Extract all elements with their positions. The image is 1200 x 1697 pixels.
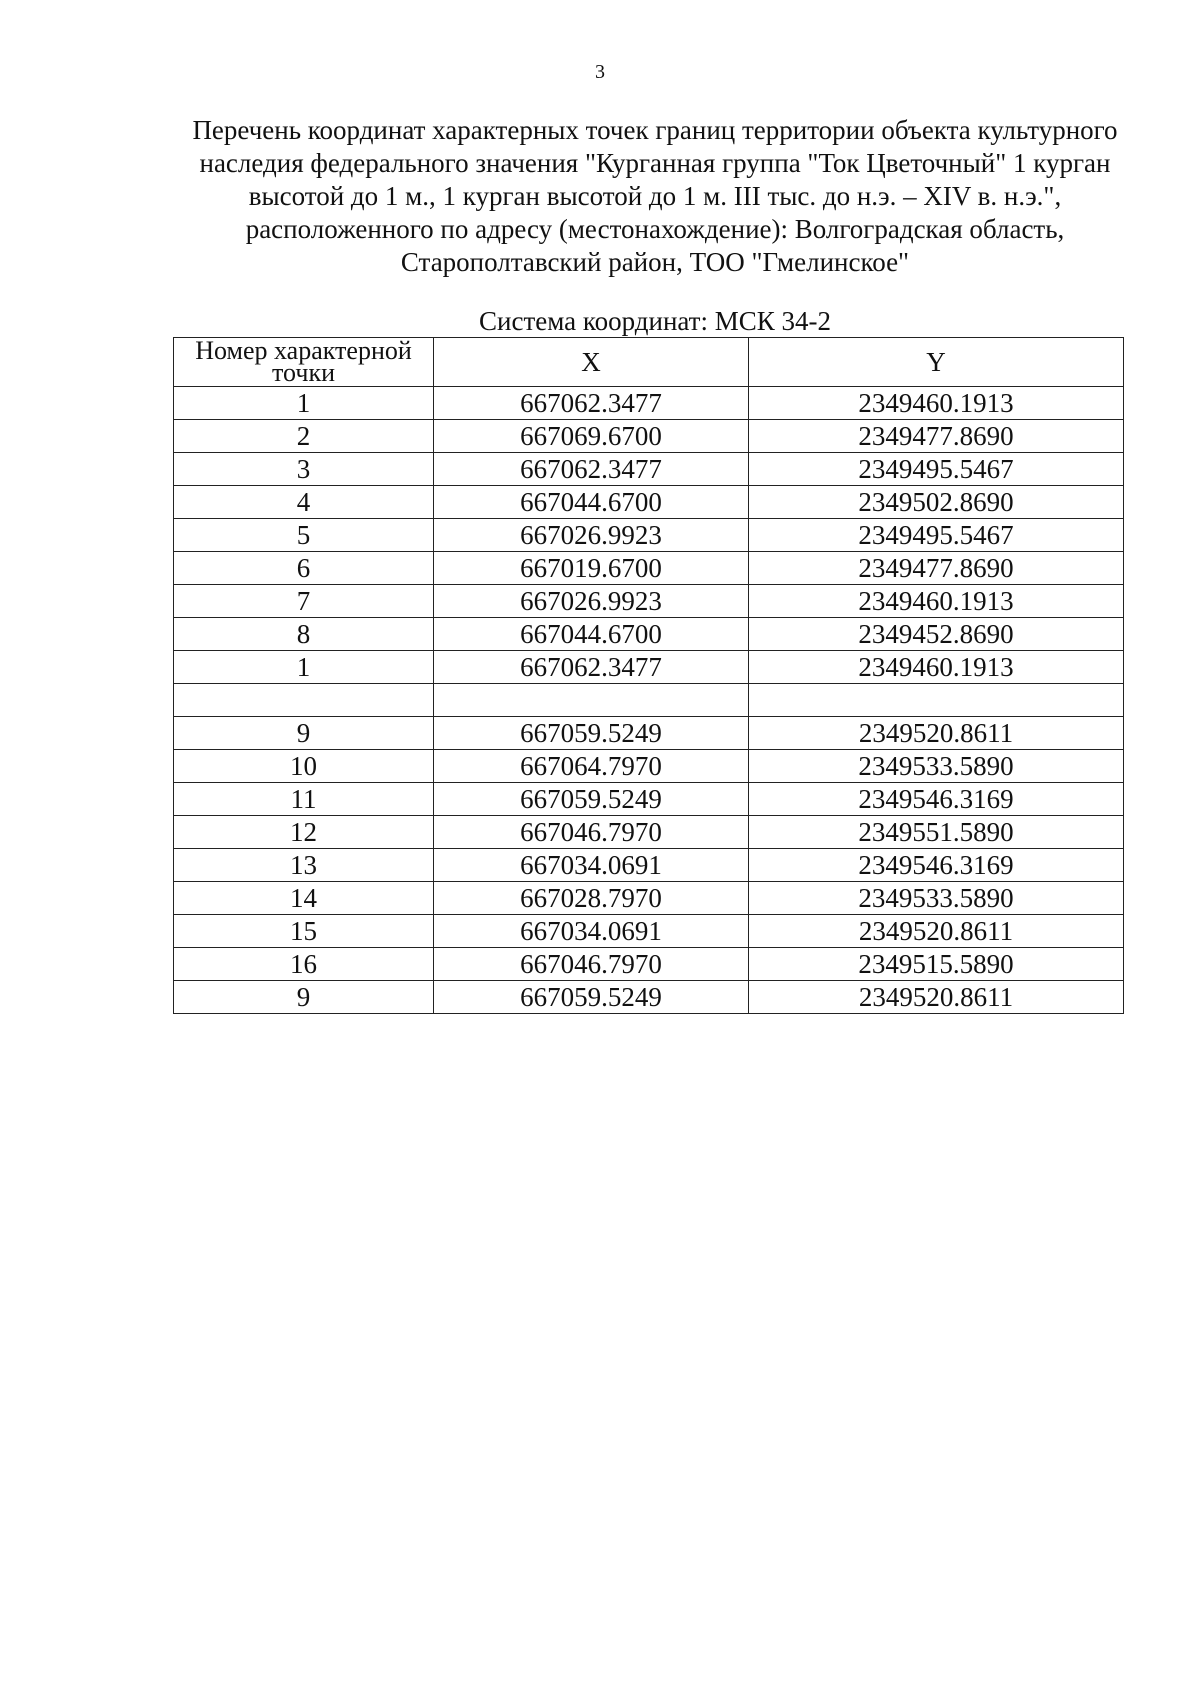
cell-x: 667019.6700: [434, 552, 749, 585]
header-point-line2: точки: [272, 358, 335, 387]
cell-x: 667044.6700: [434, 618, 749, 651]
cell-y: 2349533.5890: [749, 882, 1124, 915]
cell-x: 667034.0691: [434, 849, 749, 882]
table-row: [174, 816, 1124, 849]
cell-x: 667044.6700: [434, 486, 749, 519]
table-row: [174, 948, 1124, 981]
cell-x: 667034.0691: [434, 915, 749, 948]
cell-y: 2349520.8611: [749, 717, 1124, 750]
document-title: [160, 114, 1150, 279]
table-row: [174, 618, 1124, 651]
page-number: 3: [595, 61, 605, 83]
cell-y: 2349520.8611: [749, 915, 1124, 948]
title-line: Перечень координат характерных точек границ территории объекта культурного: [192, 115, 1118, 145]
table-row: [174, 552, 1124, 585]
cell-point-number: 14: [174, 882, 434, 915]
cell-point-number: 16: [174, 948, 434, 981]
cell-x: 667062.3477: [434, 387, 749, 420]
cell-point-number: 3: [174, 453, 434, 486]
table-row: [174, 981, 1124, 1014]
table-row: [174, 717, 1124, 750]
cell-y: 2349460.1913: [749, 387, 1124, 420]
cell-y: 2349546.3169: [749, 849, 1124, 882]
table-row: [174, 684, 1124, 717]
cell-y: 2349460.1913: [749, 651, 1124, 684]
cell-point-number: 5: [174, 519, 434, 552]
cell-point-number: 2: [174, 420, 434, 453]
cell-x: 667064.7970: [434, 750, 749, 783]
cell-point-number: [174, 684, 434, 717]
cell-y: 2349546.3169: [749, 783, 1124, 816]
cell-point-number: 4: [174, 486, 434, 519]
cell-x: 667046.7970: [434, 816, 749, 849]
cell-x: 667059.5249: [434, 783, 749, 816]
cell-y: 2349551.5890: [749, 816, 1124, 849]
cell-y: 2349452.8690: [749, 618, 1124, 651]
table-row: [174, 915, 1124, 948]
cell-y: 2349495.5467: [749, 453, 1124, 486]
cell-y: 2349533.5890: [749, 750, 1124, 783]
cell-x: 667062.3477: [434, 453, 749, 486]
table-row: [174, 882, 1124, 915]
cell-point-number: 7: [174, 585, 434, 618]
header-x: X: [434, 338, 749, 387]
table-row: [174, 453, 1124, 486]
cell-x: 667026.9923: [434, 585, 749, 618]
cell-point-number: 1: [174, 387, 434, 420]
cell-point-number: 15: [174, 915, 434, 948]
cell-y: 2349477.8690: [749, 420, 1124, 453]
cell-x: 667059.5249: [434, 981, 749, 1014]
cell-point-number: 11: [174, 783, 434, 816]
table-row: [174, 651, 1124, 684]
table-row: [174, 420, 1124, 453]
title-line: высотой до 1 м., 1 курган высотой до 1 м. III тыс. до н.э. – XIV в. н.э.",: [248, 181, 1062, 211]
cell-y: 2349495.5467: [749, 519, 1124, 552]
cell-point-number: 9: [174, 981, 434, 1014]
header-point-number: [174, 338, 434, 387]
cell-x: 667026.9923: [434, 519, 749, 552]
cell-point-number: 10: [174, 750, 434, 783]
title-line: расположенного по адресу (местонахождение): Волгоградская область,: [245, 214, 1065, 244]
table-row: [174, 783, 1124, 816]
table-header-row: [174, 338, 1124, 387]
table-row: [174, 519, 1124, 552]
title-line: наследия федерального значения "Курганная группа "Ток Цветочный" 1 курган: [199, 148, 1111, 178]
cell-point-number: 12: [174, 816, 434, 849]
cell-x: 667069.6700: [434, 420, 749, 453]
cell-x: [434, 684, 749, 717]
table-row: [174, 486, 1124, 519]
cell-x: 667028.7970: [434, 882, 749, 915]
table-body: [174, 387, 1124, 1014]
table-row: [174, 585, 1124, 618]
cell-y: 2349502.8690: [749, 486, 1124, 519]
table-row: [174, 750, 1124, 783]
cell-point-number: 6: [174, 552, 434, 585]
cell-point-number: 9: [174, 717, 434, 750]
table-row: [174, 849, 1124, 882]
cell-y: 2349477.8690: [749, 552, 1124, 585]
cell-y: 2349515.5890: [749, 948, 1124, 981]
cell-point-number: 8: [174, 618, 434, 651]
coordinates-table: [173, 337, 1124, 1014]
header-point-line1: Номер характерной: [195, 336, 412, 365]
cell-point-number: 13: [174, 849, 434, 882]
header-y: Y: [749, 338, 1124, 387]
cell-x: 667062.3477: [434, 651, 749, 684]
table-row: [174, 387, 1124, 420]
title-line: Старополтавский район, ТОО "Гмелинское": [400, 247, 910, 277]
cell-x: 667059.5249: [434, 717, 749, 750]
cell-point-number: 1: [174, 651, 434, 684]
cell-x: 667046.7970: [434, 948, 749, 981]
cell-y: [749, 684, 1124, 717]
cell-y: 2349520.8611: [749, 981, 1124, 1014]
cell-y: 2349460.1913: [749, 585, 1124, 618]
coordinate-system-label: Система координат: МСК 34-2: [479, 306, 831, 336]
